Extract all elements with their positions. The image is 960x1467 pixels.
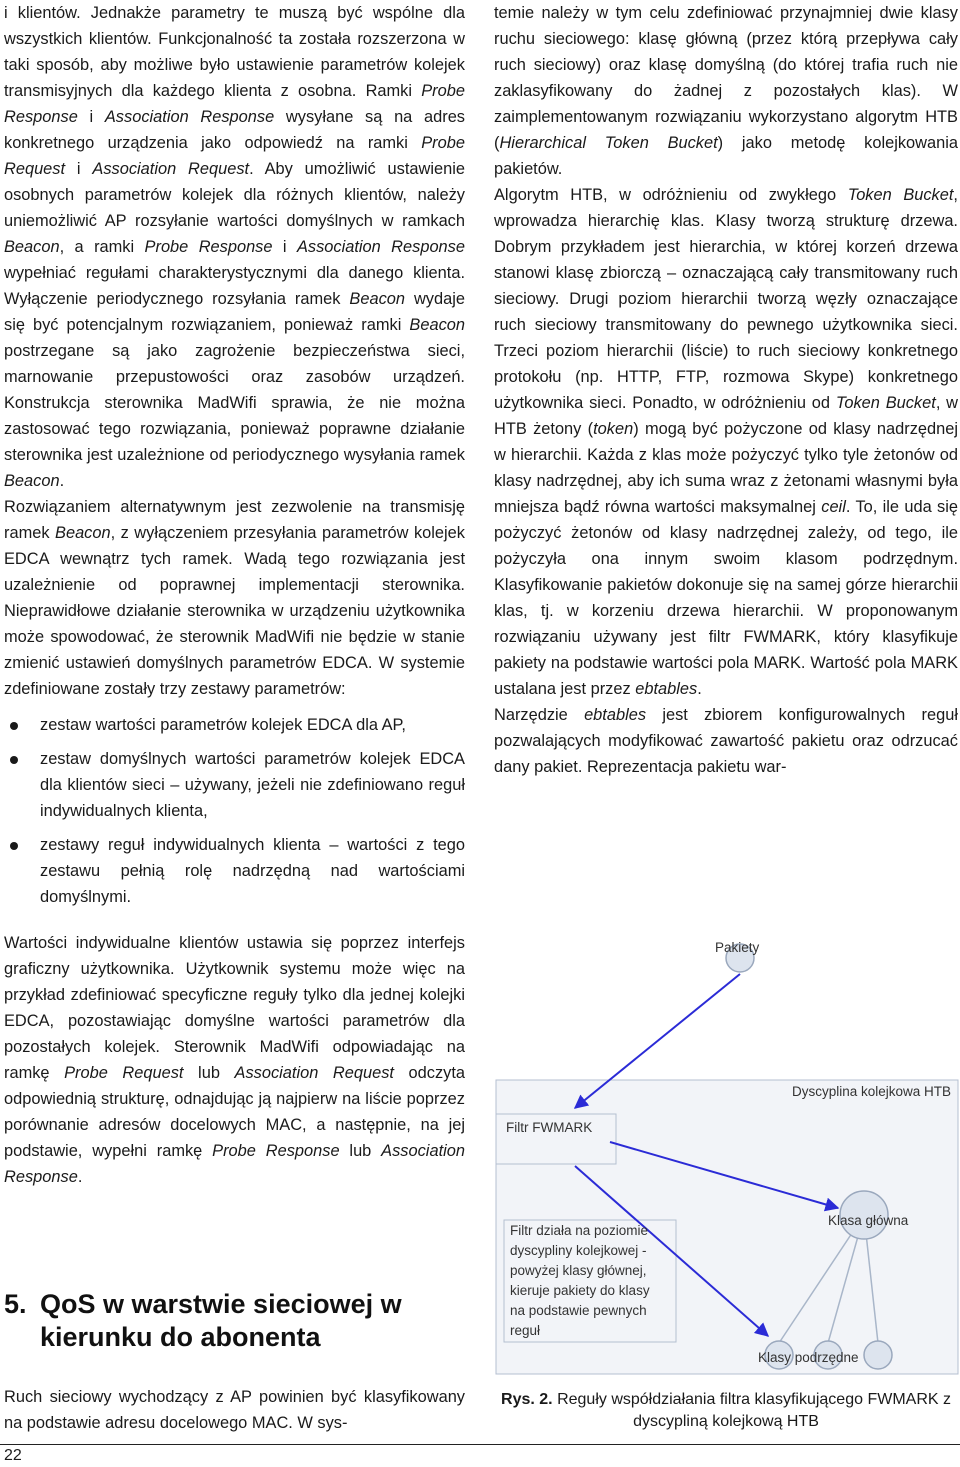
text-run: temie należy w tym celu zdefiniować przynajmniej dwie klasy ruchu sieciowego: klasę główną (przez którą przepływa cały ruch sieciowy) oraz klasę domyślną (do której trafia ruch nie zaklasyfikowany do żadnej z pozostałych klas). W zaimplementowanym rozwiązaniu wykorzystano algorytm HTB ( [494,4,958,152]
italic-term: Probe Response [144,238,273,256]
text-run: wypełniać regułami charakterystycznymi dla danego klienta. Wyłączenie periodycznego rozsyłania ramek [4,264,465,308]
text-run: jest zbiorem konfigurowalnych reguł pozwalających modyfikować zawartość pakietu oraz odrzucać dany pakiet. Reprezentacja pakietu war- [494,706,959,776]
text-run: i [272,238,297,256]
child-classes-label: Klasy podrzędne [758,1350,859,1365]
right-paragraph-3 [494,702,958,780]
discipline-label: Dyscyplina kolejkowa HTB [792,1084,952,1099]
italic-term: Token Bucket [847,186,954,204]
text-run: Wartości indywidualne klientów ustawia się poprzez interfejs graficzny użytkownika. Użytkownik systemu może więc na przykład zdefiniować specyficzne reguły tylko dla jednej kolejki EDCA, pozostawiając domyślne wartości parametrów dla pozostałych kolejek. Sterownik MadWifi odpowiadając na ramkę [4,934,465,1082]
right-paragraph-2 [494,182,958,702]
text-run: postrzegane są jako zagrożenie bezpieczeństwa sieci, marnowanie przepustowości oraz zasobów urządzeń. Konstrukcja sterownika MadWifi sprawia, że nie można zastosować tego rozwiązania, ponieważ poprawne działanie sterownika jest uzależnione od periodycznego wysyłania ramek [4,342,465,464]
italic-term: Probe Response [212,1142,340,1160]
caption-label: Rys. 2. [501,1391,553,1408]
filter-note-line: na podstawie pewnych [510,1303,647,1318]
section-intro-text: Ruch sieciowy wychodzący z AP powinien być klasyfikowany na podstawie adresu docelowego MAC. W sys- [4,1388,465,1432]
italic-term: Probe Request [4,134,465,178]
right-column [494,0,958,780]
text-run: ) mogą być pożyczone od klasy nadrzędnej w hierarchii. Każda z klas może pożyczyć tylko tyle żetonów od klasy nadrzędnej, aby ich suma wraz z żetonami własnymi była mniejsza bądź równa wartości maksymalnej [494,420,959,516]
text-run: . [697,680,702,698]
list-item: zestaw wartości parametrów kolejek EDCA dla AP, [4,712,465,738]
filter-label: Filtr FWMARK [506,1120,593,1135]
italic-term: ebtables [584,706,647,724]
figure-caption [494,1389,958,1433]
text-run: , wprowadza hierarchię klas. Klasy tworzą strukturę drzewa. Dobrym przykładem jest hierarchia, w której korzeń drzewa stanowi klasę zbiorczą – oznaczającą cały transmitowany ruch sieciowy. Drugi poziom hierarchii tworzą węzły oznaczające ruch sieciowy transmitowany do pewnego użytkownika sieci. Trzeci poziom hierarchii (liście) to ruch sieciowy konkretnego protokołu (np. HTTP, FTP, rozmowa Skype) konkretnego użytkownika sieci. Ponadto, w odróżnieniu od [494,186,958,412]
text-run: lub [183,1064,235,1082]
text-run: . [59,472,65,490]
italic-term: Association Response [104,108,275,126]
text-run: wydaje się być potencjalnym rozwiązaniem, ponieważ ramki [4,290,465,334]
list-item: zestawy reguł indywidualnych klienta – wartości z tego zestawu pełnią rolę nadrzędną nad wartościami domyślnymi. [4,832,465,910]
italic-term: Association Request [234,1064,394,1082]
page-footer-rule [0,1444,960,1445]
filter-note-line: dyscypliny kolejkowej - [510,1243,647,1258]
italic-term: Hierarchical Token Bucket [499,134,718,152]
italic-term: Beacon [409,316,465,334]
italic-term: token [593,420,634,438]
left-paragraph-2 [4,494,465,702]
bullet-icon [10,842,18,850]
caption-text: Reguły współdziałania filtra klasyfikującego FWMARK z dyscypliną kolejkową HTB [557,1391,951,1430]
text-run: Rozwiązaniem alternatywnym jest zezwolenie na transmisję ramek [4,498,465,542]
filter-note-line: Filtr działa na poziomie [510,1223,649,1238]
packets-label: Pakiety [715,940,760,955]
italic-term: Beacon [349,290,406,308]
italic-term: Beacon [55,524,111,542]
filter-note-line: reguł [510,1323,541,1338]
text-run: wysyłane są na adres konkretnego urządzenia jako odpowiedź na ramki [4,108,466,152]
italic-term: Probe Request [64,1064,184,1082]
left-column [4,0,465,1190]
text-run: . Aby umożliwić ustawienie osobnych parametrów kolejek dla różnych klientów, należy uniemożliwić AP rozsyłanie wartości domyślnych w ramkach [4,160,466,230]
text-run: i [65,160,93,178]
italic-term: Association Response [296,238,465,256]
filter-note-line: powyżej klasy głównej, [510,1263,647,1278]
page-number: 22 [4,1447,22,1464]
section-number: 5. [4,1289,27,1319]
section-title: QoS w warstwie sieciowej w kierunku do abonenta [40,1289,402,1352]
text-run: lub [339,1142,382,1160]
text-run: ) jako metodę kolejkowania pakietów. [494,134,958,178]
italic-term: Token Bucket [835,394,936,412]
text-run: i [77,108,105,126]
bullet-icon [10,722,18,730]
child-class-node [864,1341,892,1369]
htb-fwmark-diagram [490,928,960,1380]
text-run: . To, ile uda się pożyczyć żetonów od klasy nadrzędnej zależy, od tego, ile pożyczyła ona innym swoim klasom podrzędnym. Klasyfikowanie pakietów dokonuje się na samej górze hierarchii klas, tj. w korzeniu drzewa hierarchii. W proponowanym rozwiązaniu używany jest filtr FWMARK, który klasyfikuje pakiety na podstawie wartości pola MARK. Wartość pola MARK ustalana jest przez [494,498,958,698]
italic-term: Association Response [4,1142,465,1186]
filter-note-line: kieruje pakiety do klasy [510,1283,650,1298]
italic-term: ceil [821,498,846,516]
text-run: i klientów. Jednakże parametry te muszą być wspólne dla wszystkich klientów. Funkcjonalność ta została rozszerzona w taki sposób, aby możliwe było ustawienie parametrów kolejek transmisyjnych dla każdego klienta z osobna. Ramki [4,4,465,100]
root-class-label: Klasa główna [828,1213,909,1228]
italic-term: ebtables [635,680,698,698]
text-run: odczyta odpowiednią strukturę, odnajdując ją najpierw na liście poprzez porównanie adresów docelowych MAC, a następnie, na jej podstawie, wypełni ramkę [4,1064,466,1160]
text-run: Narzędzie [494,706,585,724]
left-paragraph-1 [4,0,465,494]
left-paragraph-3 [4,930,465,1190]
text-run: Algorytm HTB, w odróżnieniu od zwykłego [494,186,848,204]
text-run: . [77,1168,83,1186]
text-run: , z wyłączeniem przesyłania parametrów kolejek EDCA wewnątrz tych ramek. Wadą tego rozwiązania jest uzależnienie od poprawnej implementacji sterownika. Nieprawidłowe działanie sterownika w urządzeniu użytkownika może spowodować, że sterownik MadWifi nie będzie w stanie zmienić ustawień domyślnych parametrów EDCA. W systemie zdefiniowane zostały trzy zestawy parametrów: [4,524,465,698]
parameter-sets-list [4,712,465,910]
list-item: zestaw domyślnych wartości parametrów kolejek EDCA dla klientów sieci – używany, jeżeli nie zdefiniowano reguł indywidualnych klienta, [4,746,465,824]
italic-term: Beacon [4,472,60,490]
italic-term: Beacon [4,238,60,256]
text-run: , w HTB żetony ( [494,394,958,438]
italic-term: Probe Response [4,82,465,126]
right-paragraph-1 [494,0,958,182]
italic-term: Association Request [92,160,250,178]
bullet-icon [10,756,18,764]
text-run: , a ramki [59,238,145,256]
